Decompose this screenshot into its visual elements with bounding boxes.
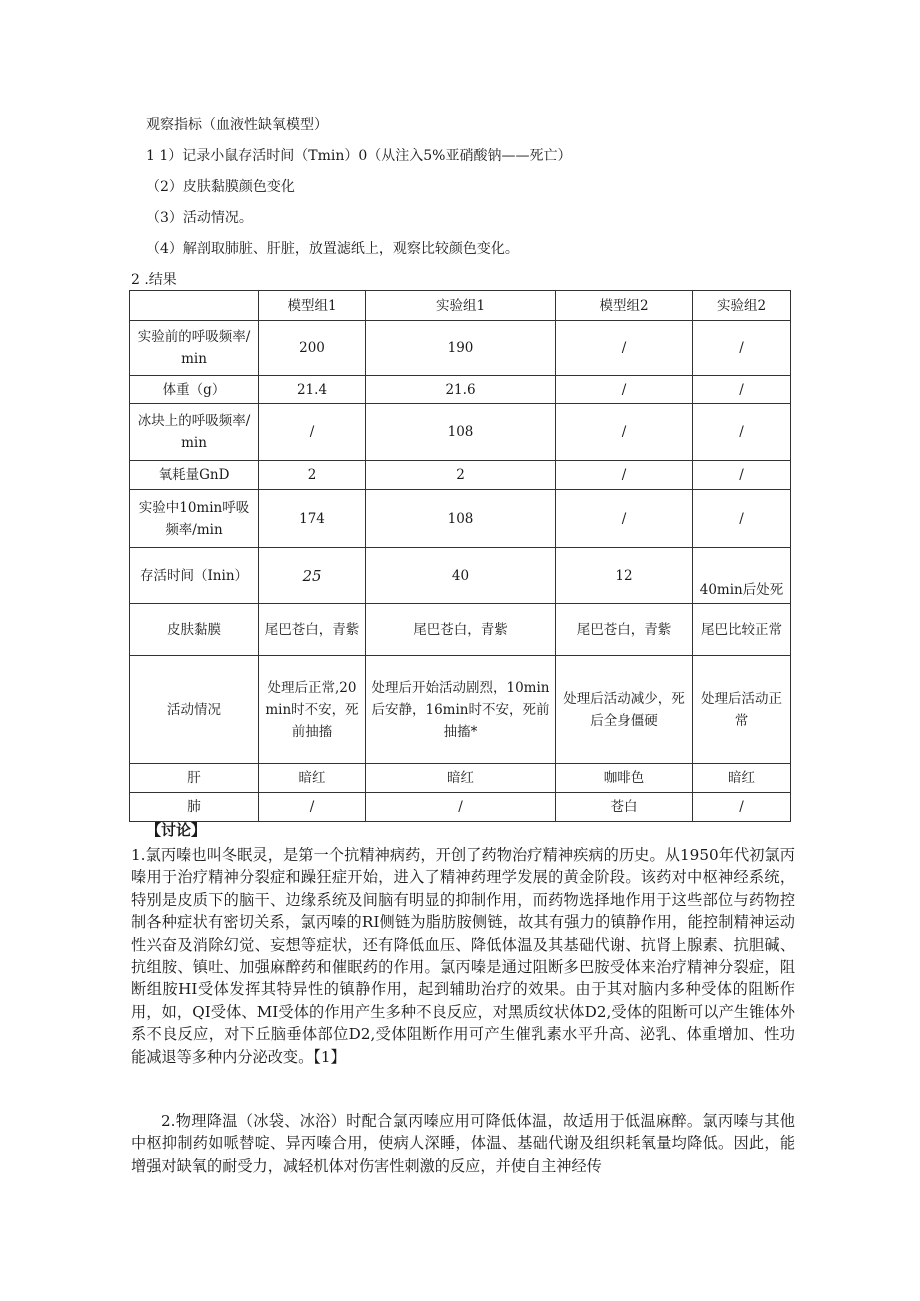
header-cell: 模型组1 [259,291,366,321]
table-cell: 12 [556,548,693,604]
table-cell: 尾巴苍白，青紫 [259,604,366,656]
table-cell: / [259,404,366,461]
table-cell: 108 [366,490,556,548]
table-cell: 21.4 [259,376,366,404]
table-cell: 咖啡色 [556,764,693,793]
table-cell: 处理后开始活动剧烈，10min后安静，16min时不安，死前抽搐* [366,656,556,764]
table-row [130,461,791,490]
table-cell: 暗红 [366,764,556,793]
table-header-row [130,291,791,321]
table-cell: / [556,461,693,490]
table-cell: 25 [259,548,366,604]
table-row [130,548,791,604]
row-label: 活动情况 [130,656,259,764]
table-cell: / [693,376,791,404]
discussion-paragraph-2: 2.物理降温（冰袋、冰浴）时配合氯丙嗪应用可降低体温，故适用于低温麻醉。氯丙嗪与其他中枢抑制药如哌替啶、异丙嗪合用，使病人深睡，体温、基础代谢及组织耗氧量均降低。因此，能增强对缺氧的耐受力，减轻机体对伤害性刺激的反应，并使自主神经传 [131,1112,795,1175]
table-row [130,656,791,764]
table-cell: / [693,404,791,461]
table-cell: 40min后处死 [693,548,791,604]
table-cell: 暗红 [259,764,366,793]
observation-item-3: （3）活动情况。 [146,210,253,226]
table-cell: 200 [259,321,366,376]
table-cell: 21.6 [366,376,556,404]
table-row [130,321,791,376]
observation-item-2: （2）皮肤黏膜颜色变化 [146,179,295,195]
table-cell: / [556,376,693,404]
table-cell: / [693,321,791,376]
row-label: 皮肤黏膜 [130,604,259,656]
table-row [130,604,791,656]
table-cell: 2 [259,461,366,490]
table-cell: / [259,793,366,822]
table-row [130,764,791,793]
table-cell: 174 [259,490,366,548]
table-cell: / [556,490,693,548]
table-cell: 尾巴比较正常 [693,604,791,656]
table-row [130,793,791,822]
table-cell: / [556,321,693,376]
row-label: 肝 [130,764,259,793]
header-cell-empty [130,291,259,321]
row-label: 体重（g） [130,376,259,404]
table-cell: 尾巴苍白，青紫 [366,604,556,656]
table-cell: 处理后活动减少，死后全身僵硬 [556,656,693,764]
discussion-paragraph-1: 1.氯丙嗪也叫冬眠灵，是第一个抗精神病药，开创了药物治疗精神疾病的历史。从1950年代初氯丙嗪用于治疗精神分裂症和躁狂症开始，进入了精神药理学发展的黄金阶段。该药对中枢神经系统，特别是皮质下的脑干、边缘系统及间脑有明显的抑制作用，而药物选择地作用于这些部位与药物控制各种症状有密切关系，氯丙嗪的RI侧链为脂肪胺侧链，故其有强力的镇静作用，能控制精神运动性兴奋及消除幻觉、妄想等症状，还有降低血压、降低体温及其基础代谢、抗肾上腺素、抗胆碱、抗组胺、镇吐、加强麻醉药和催眠药的作用。氯丙嗪是通过阻断多巴胺受体来治疗精神分裂症，阻断组胺HI受体发挥其特异性的镇静作用，起到辅助治疗的效果。由于其对脑内多种受体的阻断作用，如，QI受体、MI受体的作用产生多种不良反应，对黑质纹状体D2,受体的阻断可以产生锥体外系不良反应，对下丘脑垂体部位D2,受体阻断作用可产生催乳素水平升高、泌乳、体重增加、性功能减退等多种内分泌改变。【1】 [131,846,795,1066]
table-cell: 暗红 [693,764,791,793]
row-label: 实验中10min呼吸频率/min [130,490,259,548]
row-label: 肺 [130,793,259,822]
table-cell: / [693,461,791,490]
row-label: 氧耗量GnD [130,461,259,490]
header-cell: 模型组2 [556,291,693,321]
table-cell: 108 [366,404,556,461]
row-label: 冰块上的呼吸频率/min [130,404,259,461]
table-cell: / [693,490,791,548]
observation-title: 观察指标（血液性缺氧模型） [146,117,328,133]
table-cell: / [693,793,791,822]
table-cell: 190 [366,321,556,376]
table-cell: / [366,793,556,822]
table-cell: / [556,404,693,461]
row-label: 存活时间（Inin） [130,548,259,604]
header-cell: 实验组1 [366,291,556,321]
table-cell: 处理后活动正常 [693,656,791,764]
row-label: 实验前的呼吸频率/min [130,321,259,376]
table-cell: 2 [366,461,556,490]
table-cell: 尾巴苍白，青紫 [556,604,693,656]
table-cell: 处理后正常,20min时不安，死前抽搐 [259,656,366,764]
header-cell: 实验组2 [693,291,791,321]
table-cell: 苍白 [556,793,693,822]
table-cell: 40 [366,548,556,604]
observation-item-1: 1 1）记录小鼠存活时间（Tmin）0（从注入5%亚硝酸钠——死亡） [146,148,572,164]
results-table [129,290,791,822]
table-row [130,490,791,548]
results-heading: 2 .结果 [131,272,177,288]
table-row [130,376,791,404]
observation-item-4: （4）解剖取肺脏、肝脏，放置滤纸上，观察比较颜色变化。 [146,241,519,257]
discussion-title: 【讨论】 [146,821,207,839]
table-row [130,404,791,461]
